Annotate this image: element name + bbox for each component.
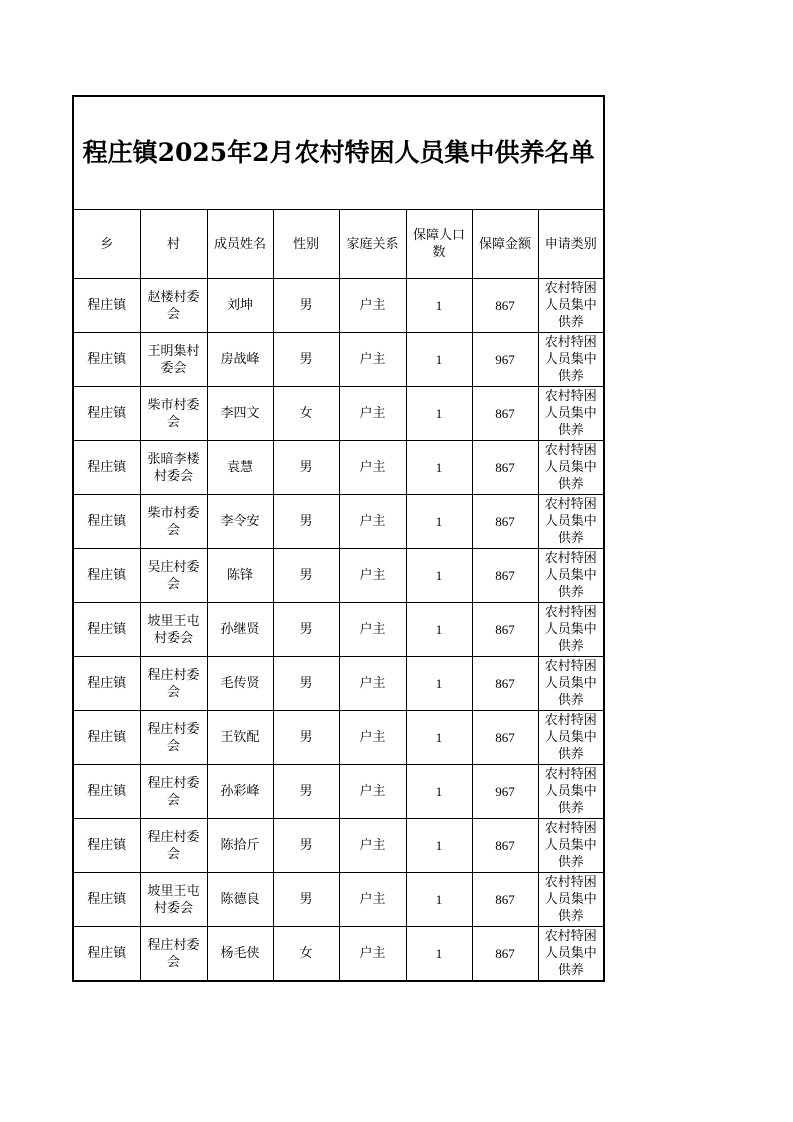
cell-value: 1: [435, 298, 443, 313]
title-row: [73, 96, 604, 210]
category-cell: [538, 279, 604, 333]
cell-value: 867: [495, 568, 515, 583]
column-header-label: 性别: [292, 236, 319, 252]
cell-value: 程庄村委会: [147, 775, 200, 808]
column-header-label: 保障人口数: [412, 228, 465, 260]
table-row: [73, 549, 604, 603]
cell-value: 户主: [359, 298, 386, 313]
column-header-category: [538, 210, 604, 279]
cell-value: 男: [299, 460, 313, 475]
village-cell: [140, 657, 207, 711]
township-cell: [73, 765, 140, 819]
gender-cell: [273, 711, 339, 765]
member-name-cell: [207, 765, 273, 819]
gender-cell: [273, 549, 339, 603]
gender-cell: [273, 927, 339, 982]
member-name-cell: [207, 549, 273, 603]
category-cell: [538, 387, 604, 441]
village-cell: [140, 711, 207, 765]
covered-persons-cell: [406, 927, 472, 982]
cell-value: 程庄镇: [87, 298, 127, 313]
cell-value: 男: [299, 568, 313, 583]
category-cell: [538, 711, 604, 765]
member-name-cell: [207, 441, 273, 495]
table-row: [73, 333, 604, 387]
cell-value: 户主: [359, 784, 386, 799]
relation-cell: [339, 927, 406, 982]
category-cell: [538, 927, 604, 982]
column-header-member-name: [207, 210, 273, 279]
cell-value: 李令安: [220, 514, 260, 529]
cell-value: 867: [495, 730, 515, 745]
cell-value: 程庄镇: [87, 892, 127, 907]
member-name-cell: [207, 333, 273, 387]
township-cell: [73, 549, 140, 603]
cell-value: 1: [435, 838, 443, 853]
table-row: [73, 711, 604, 765]
covered-persons-cell: [406, 819, 472, 873]
amount-cell: [472, 711, 538, 765]
table-row: [73, 657, 604, 711]
village-cell: [140, 603, 207, 657]
cell-value: 1: [435, 622, 443, 637]
category-cell: [538, 819, 604, 873]
cell-value: 户主: [359, 892, 386, 907]
table-row: [73, 873, 604, 927]
member-name-cell: [207, 711, 273, 765]
header-row: [73, 210, 604, 279]
covered-persons-cell: [406, 873, 472, 927]
covered-persons-cell: [406, 657, 472, 711]
column-header-amount: [472, 210, 538, 279]
township-cell: [73, 657, 140, 711]
column-header-label: 家庭关系: [346, 236, 399, 252]
village-cell: [140, 333, 207, 387]
cell-value: 农村特困人员集中供养: [544, 605, 597, 654]
column-header-covered-persons: [406, 210, 472, 279]
amount-cell: [472, 657, 538, 711]
category-cell: [538, 657, 604, 711]
cell-value: 农村特困人员集中供养: [544, 281, 597, 330]
category-cell: [538, 549, 604, 603]
roster-sheet: [72, 95, 603, 982]
category-cell: [538, 765, 604, 819]
column-header-gender: [273, 210, 339, 279]
cell-value: 柴市村委会: [147, 397, 200, 430]
gender-cell: [273, 495, 339, 549]
cell-value: 陈拾斤: [220, 838, 260, 853]
cell-value: 男: [299, 892, 313, 907]
cell-value: 1: [435, 892, 443, 907]
cell-value: 毛传贤: [220, 676, 260, 691]
cell-value: 程庄村委会: [147, 667, 200, 700]
table-row: [73, 279, 604, 333]
covered-persons-cell: [406, 441, 472, 495]
table-row: [73, 441, 604, 495]
cell-value: 户主: [359, 460, 386, 475]
gender-cell: [273, 765, 339, 819]
cell-value: 男: [299, 730, 313, 745]
covered-persons-cell: [406, 603, 472, 657]
cell-value: 867: [495, 838, 515, 853]
cell-value: 袁慧: [226, 460, 253, 475]
gender-cell: [273, 819, 339, 873]
cell-value: 孙继贤: [220, 622, 260, 637]
cell-value: 程庄镇: [87, 352, 127, 367]
member-name-cell: [207, 387, 273, 441]
roster-table: [72, 95, 605, 982]
cell-value: 户主: [359, 676, 386, 691]
covered-persons-cell: [406, 279, 472, 333]
cell-value: 程庄镇: [87, 838, 127, 853]
cell-value: 孙彩峰: [220, 784, 260, 799]
cell-value: 男: [299, 676, 313, 691]
cell-value: 农村特困人员集中供养: [544, 821, 597, 870]
township-cell: [73, 333, 140, 387]
member-name-cell: [207, 927, 273, 982]
cell-value: 程庄镇: [87, 784, 127, 799]
cell-value: 867: [495, 460, 515, 475]
cell-value: 户主: [359, 838, 386, 853]
amount-cell: [472, 279, 538, 333]
cell-value: 农村特困人员集中供养: [544, 443, 597, 492]
column-header-relation: [339, 210, 406, 279]
cell-value: 户主: [359, 514, 386, 529]
covered-persons-cell: [406, 711, 472, 765]
member-name-cell: [207, 657, 273, 711]
gender-cell: [273, 333, 339, 387]
amount-cell: [472, 495, 538, 549]
gender-cell: [273, 279, 339, 333]
column-header-label: 保障金额: [478, 236, 531, 252]
cell-value: 程庄镇: [87, 514, 127, 529]
amount-cell: [472, 549, 538, 603]
member-name-cell: [207, 819, 273, 873]
category-cell: [538, 441, 604, 495]
cell-value: 户主: [359, 730, 386, 745]
relation-cell: [339, 549, 406, 603]
cell-value: 1: [435, 946, 443, 961]
amount-cell: [472, 387, 538, 441]
township-cell: [73, 873, 140, 927]
cell-value: 程庄村委会: [147, 721, 200, 754]
village-cell: [140, 441, 207, 495]
cell-value: 男: [299, 784, 313, 799]
cell-value: 867: [495, 406, 515, 421]
cell-value: 程庄镇: [87, 730, 127, 745]
cell-value: 农村特困人员集中供养: [544, 875, 597, 924]
cell-value: 867: [495, 676, 515, 691]
cell-value: 1: [435, 514, 443, 529]
cell-value: 程庄镇: [87, 946, 127, 961]
column-header-township: [73, 210, 140, 279]
cell-value: 程庄村委会: [147, 829, 200, 862]
cell-value: 1: [435, 676, 443, 691]
gender-cell: [273, 603, 339, 657]
column-header-label: 乡: [100, 236, 114, 252]
cell-value: 吴庄村委会: [147, 559, 200, 592]
cell-value: 房战峰: [220, 352, 260, 367]
table-row: [73, 927, 604, 982]
relation-cell: [339, 711, 406, 765]
column-header-label: 成员姓名: [213, 236, 266, 252]
cell-value: 农村特困人员集中供养: [544, 497, 597, 546]
cell-value: 王钦配: [220, 730, 260, 745]
village-cell: [140, 819, 207, 873]
village-cell: [140, 549, 207, 603]
relation-cell: [339, 657, 406, 711]
cell-value: 1: [435, 352, 443, 367]
relation-cell: [339, 387, 406, 441]
cell-value: 程庄镇: [87, 460, 127, 475]
cell-value: 程庄镇: [87, 406, 127, 421]
township-cell: [73, 603, 140, 657]
covered-persons-cell: [406, 333, 472, 387]
township-cell: [73, 927, 140, 982]
amount-cell: [472, 927, 538, 982]
township-cell: [73, 819, 140, 873]
township-cell: [73, 441, 140, 495]
village-cell: [140, 927, 207, 982]
relation-cell: [339, 495, 406, 549]
cell-value: 867: [495, 622, 515, 637]
gender-cell: [273, 441, 339, 495]
member-name-cell: [207, 873, 273, 927]
cell-value: 867: [495, 892, 515, 907]
cell-value: 户主: [359, 622, 386, 637]
table-row: [73, 495, 604, 549]
amount-cell: [472, 819, 538, 873]
gender-cell: [273, 657, 339, 711]
cell-value: 程庄镇: [87, 568, 127, 583]
relation-cell: [339, 819, 406, 873]
cell-value: 农村特困人员集中供养: [544, 335, 597, 384]
township-cell: [73, 711, 140, 765]
cell-value: 农村特困人员集中供养: [544, 929, 597, 978]
cell-value: 户主: [359, 352, 386, 367]
cell-value: 农村特困人员集中供养: [544, 551, 597, 600]
covered-persons-cell: [406, 765, 472, 819]
cell-value: 1: [435, 406, 443, 421]
column-header-village: [140, 210, 207, 279]
cell-value: 男: [299, 298, 313, 313]
category-cell: [538, 333, 604, 387]
gender-cell: [273, 873, 339, 927]
member-name-cell: [207, 495, 273, 549]
village-cell: [140, 873, 207, 927]
cell-value: 陈锋: [226, 568, 253, 583]
member-name-cell: [207, 279, 273, 333]
cell-value: 张暗李楼村委会: [147, 451, 200, 484]
cell-value: 867: [495, 514, 515, 529]
column-header-label: 申请类别: [544, 236, 597, 252]
township-cell: [73, 495, 140, 549]
village-cell: [140, 765, 207, 819]
cell-value: 1: [435, 568, 443, 583]
cell-value: 867: [495, 946, 515, 961]
cell-value: 农村特困人员集中供养: [544, 713, 597, 762]
relation-cell: [339, 873, 406, 927]
covered-persons-cell: [406, 549, 472, 603]
member-name-cell: [207, 603, 273, 657]
category-cell: [538, 495, 604, 549]
cell-value: 赵楼村委会: [147, 289, 200, 322]
table-row: [73, 819, 604, 873]
cell-value: 程庄村委会: [147, 937, 200, 970]
amount-cell: [472, 441, 538, 495]
township-cell: [73, 387, 140, 441]
cell-value: 程庄镇: [87, 622, 127, 637]
cell-value: 刘坤: [226, 298, 253, 313]
relation-cell: [339, 333, 406, 387]
village-cell: [140, 387, 207, 441]
amount-cell: [472, 603, 538, 657]
village-cell: [140, 495, 207, 549]
relation-cell: [339, 279, 406, 333]
covered-persons-cell: [406, 387, 472, 441]
category-cell: [538, 603, 604, 657]
cell-value: 女: [299, 406, 313, 421]
column-header-label: 村: [166, 236, 180, 252]
cell-value: 男: [299, 352, 313, 367]
cell-value: 男: [299, 514, 313, 529]
cell-value: 农村特困人员集中供养: [544, 659, 597, 708]
cell-value: 王明集村委会: [147, 343, 200, 376]
page-title: 程庄镇2025年2月农村特困人员集中供养名单: [73, 96, 604, 210]
cell-value: 农村特困人员集中供养: [544, 389, 597, 438]
cell-value: 陈德良: [220, 892, 260, 907]
cell-value: 柴市村委会: [147, 505, 200, 538]
relation-cell: [339, 765, 406, 819]
cell-value: 李四文: [220, 406, 260, 421]
category-cell: [538, 873, 604, 927]
cell-value: 农村特困人员集中供养: [544, 767, 597, 816]
cell-value: 户主: [359, 406, 386, 421]
gender-cell: [273, 387, 339, 441]
table-row: [73, 603, 604, 657]
cell-value: 户主: [359, 946, 386, 961]
township-cell: [73, 279, 140, 333]
cell-value: 女: [299, 946, 313, 961]
amount-cell: [472, 333, 538, 387]
covered-persons-cell: [406, 495, 472, 549]
roster-body: [73, 279, 604, 982]
cell-value: 男: [299, 622, 313, 637]
cell-value: 1: [435, 784, 443, 799]
amount-cell: [472, 873, 538, 927]
cell-value: 867: [495, 298, 515, 313]
relation-cell: [339, 441, 406, 495]
cell-value: 1: [435, 730, 443, 745]
cell-value: 杨毛侠: [220, 946, 260, 961]
cell-value: 户主: [359, 568, 386, 583]
table-row: [73, 765, 604, 819]
table-row: [73, 387, 604, 441]
cell-value: 程庄镇: [87, 676, 127, 691]
cell-value: 967: [495, 784, 515, 799]
cell-value: 967: [495, 352, 515, 367]
cell-value: 坡里王屯村委会: [147, 613, 200, 646]
cell-value: 坡里王屯村委会: [147, 883, 200, 916]
cell-value: 男: [299, 838, 313, 853]
relation-cell: [339, 603, 406, 657]
amount-cell: [472, 765, 538, 819]
village-cell: [140, 279, 207, 333]
cell-value: 1: [435, 460, 443, 475]
